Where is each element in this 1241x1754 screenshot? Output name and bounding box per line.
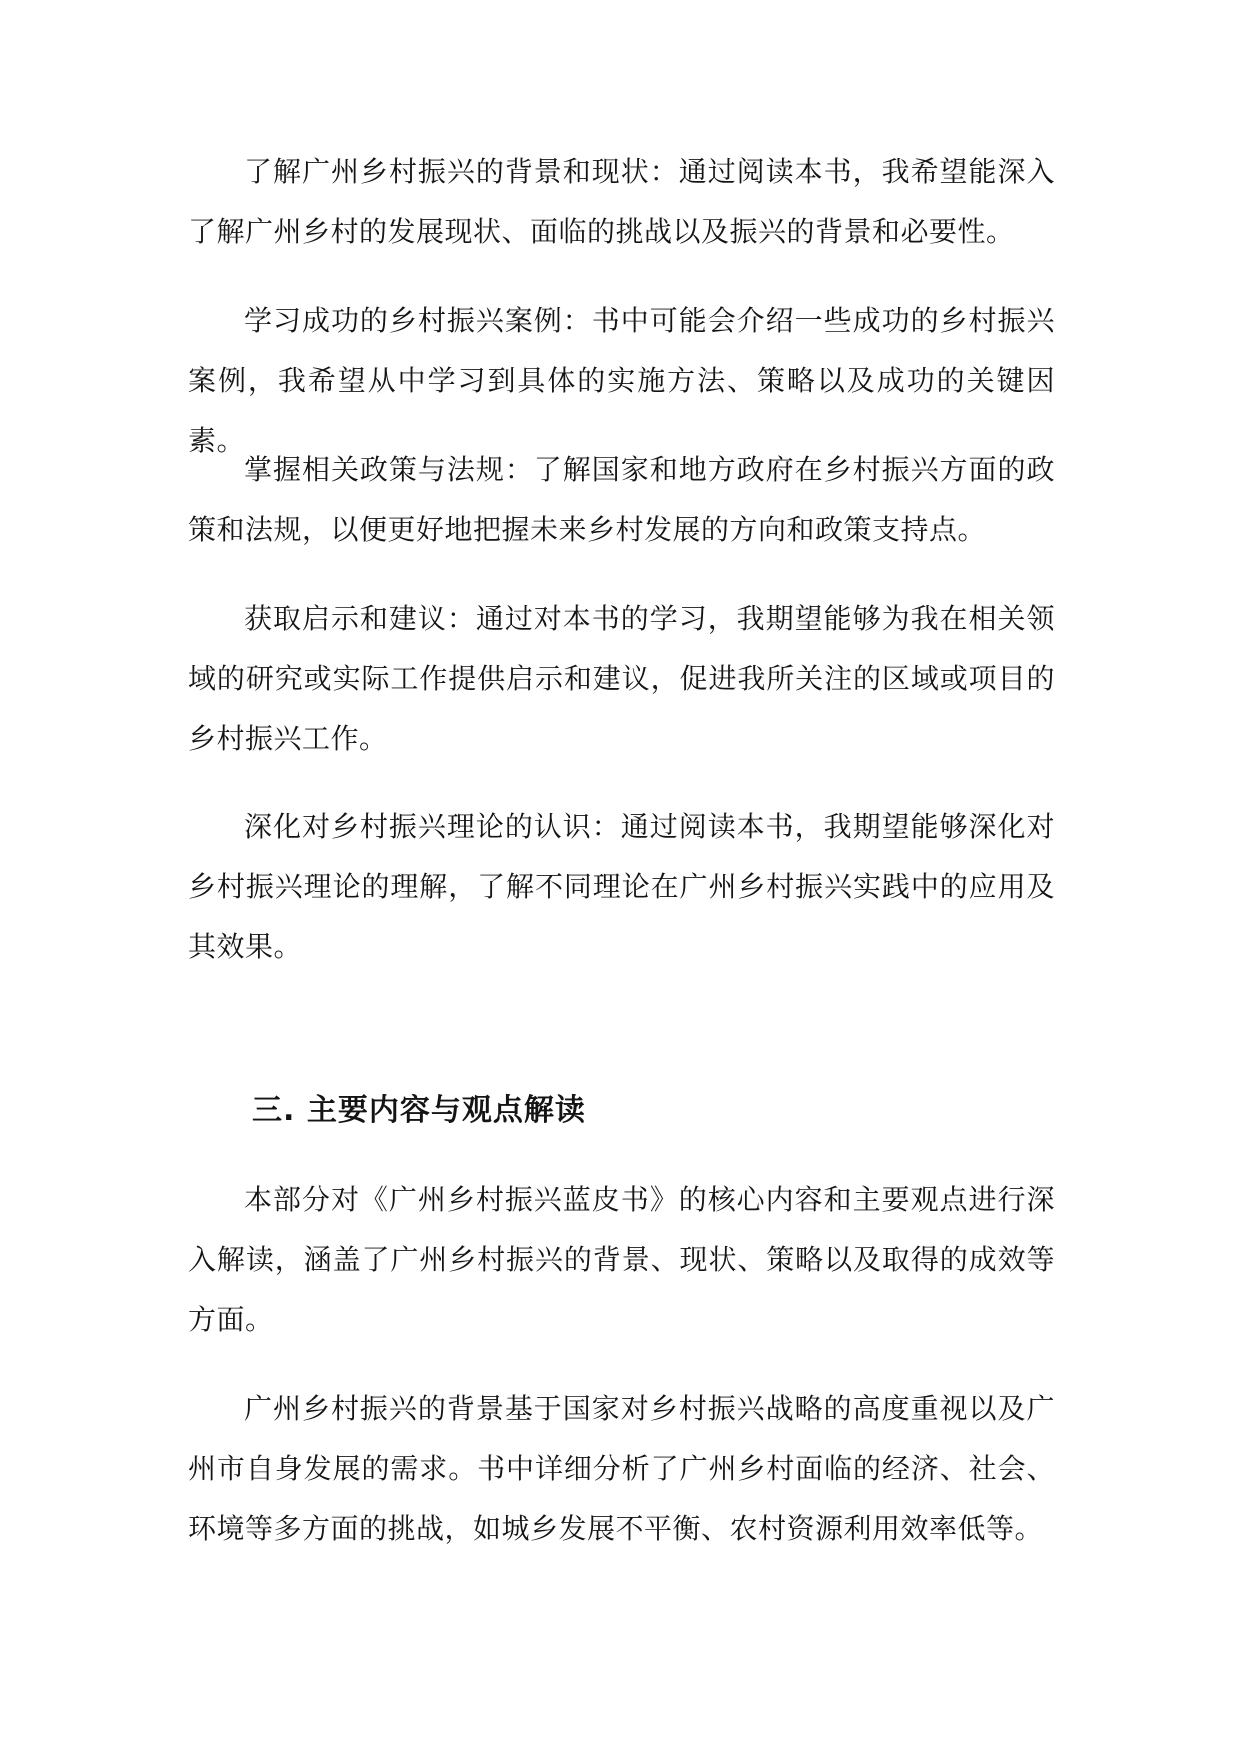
paragraph-policies: 掌握相关政策与法规：了解国家和地方政府在乡村振兴方面的政策和法规，以便更好地把握未来乡村发展的方向和政策支持点。 bbox=[188, 453, 1055, 546]
section-heading: 三. 主要内容与观点解读 bbox=[252, 1093, 586, 1128]
paragraph-cases: 学习成功的乡村振兴案例：书中可能会介绍一些成功的乡村振兴案例，我希望从中学习到具体的实施方法、策略以及成功的关键因素。 bbox=[188, 304, 1055, 457]
paragraph-theory: 深化对乡村振兴理论的认识：通过阅读本书，我期望能够深化对乡村振兴理论的理解，了解不同理论在广州乡村振兴实践中的应用及其效果。 bbox=[188, 810, 1055, 963]
paragraph-overview: 本部分对《广州乡村振兴蓝皮书》的核心内容和主要观点进行深入解读，涵盖了广州乡村振兴的背景、现状、策略以及取得的成效等方面。 bbox=[188, 1183, 1055, 1336]
paragraph-context: 广州乡村振兴的背景基于国家对乡村振兴战略的高度重视以及广州市自身发展的需求。书中详细分析了广州乡村面临的经济、社会、环境等多方面的挑战，如城乡发展不平衡、农村资源利用效率低等。 bbox=[188, 1392, 1055, 1545]
paragraph-insights: 获取启示和建议：通过对本书的学习，我期望能够为我在相关领域的研究或实际工作提供启示和建议，促进我所关注的区域或项目的乡村振兴工作。 bbox=[188, 602, 1055, 755]
paragraph-background: 了解广州乡村振兴的背景和现状：通过阅读本书，我希望能深入了解广州乡村的发展现状、面临的挑战以及振兴的背景和必要性。 bbox=[188, 155, 1055, 248]
